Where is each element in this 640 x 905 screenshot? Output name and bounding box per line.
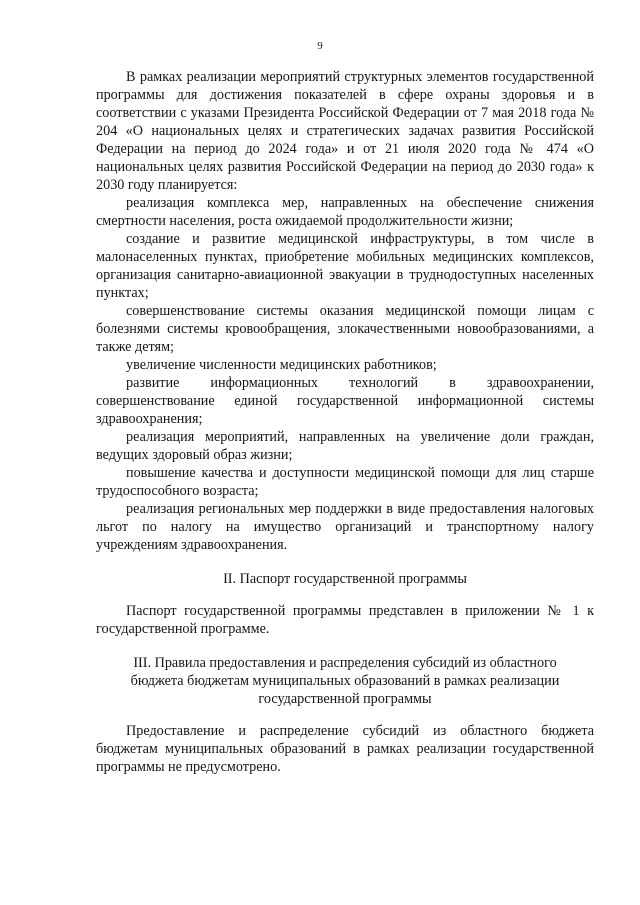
- section-3-heading-line: бюджета бюджетам муниципальных образований в рамках реализации: [130, 673, 560, 689]
- section-2-heading: II. Паспорт государственной программы: [223, 571, 467, 587]
- section-3-heading: [96, 654, 594, 708]
- section-3-heading-line: III. Правила предоставления и распределения субсидий из областного: [133, 655, 557, 671]
- list-item: увеличение численности медицинских работников;: [126, 357, 437, 373]
- list-item: реализация региональных мер поддержки в виде предоставления налоговых льгот по налогу на имущество организаций и транспортному налогу учреждениям здравоохранения.: [96, 501, 594, 553]
- list-item: реализация комплекса мер, направленных на обеспечение снижения смертности населения, роста ожидаемой продолжительности жизни;: [96, 195, 594, 229]
- document-body: [96, 68, 594, 776]
- list-item: совершенствование системы оказания медицинской помощи лицам с болезнями системы кровообращения, злокачественными новообразованиями, а также детям;: [96, 303, 594, 355]
- section-2-paragraph: Паспорт государственной программы представлен в приложении № 1 к государственной программе.: [96, 603, 594, 637]
- list-item: реализация мероприятий, направленных на увеличение доли граждан, ведущих здоровый образ жизни;: [96, 429, 594, 463]
- intro-paragraph: В рамках реализации мероприятий структурных элементов государственной программы для достижения показателей в сфере охраны здоровья и в соответствии с указами Президента Российской Федерации от 7 мая 2018 года № 204 «О национальных целях и стратегических задачах развития Российской Федерации на период до 2024 года» и от 21 июля 2020 года № 474 «О национальных целях развития Российской Федерации на период до 2030 года» к 2030 году планируется:: [96, 69, 594, 193]
- list-item: создание и развитие медицинской инфраструктуры, в том числе в малонаселенных пунктах, приобретение мобильных медицинских комплексов, организация санитарно-авиационной эвакуации в труднодоступных населенных пунктах;: [96, 231, 594, 301]
- section-3-heading-line: государственной программы: [258, 691, 432, 707]
- list-item: развитие информационных технологий в здравоохранении, совершенствование единой государственной информационной системы здравоохранения;: [96, 375, 594, 427]
- list-item: повышение качества и доступности медицинской помощи для лиц старше трудоспособного возраста;: [96, 465, 594, 499]
- page-number: 9: [317, 40, 323, 52]
- section-3-paragraph: Предоставление и распределение субсидий из областного бюджета бюджетам муниципальных образований в рамках реализации государственной программы не предусмотрено.: [96, 723, 594, 775]
